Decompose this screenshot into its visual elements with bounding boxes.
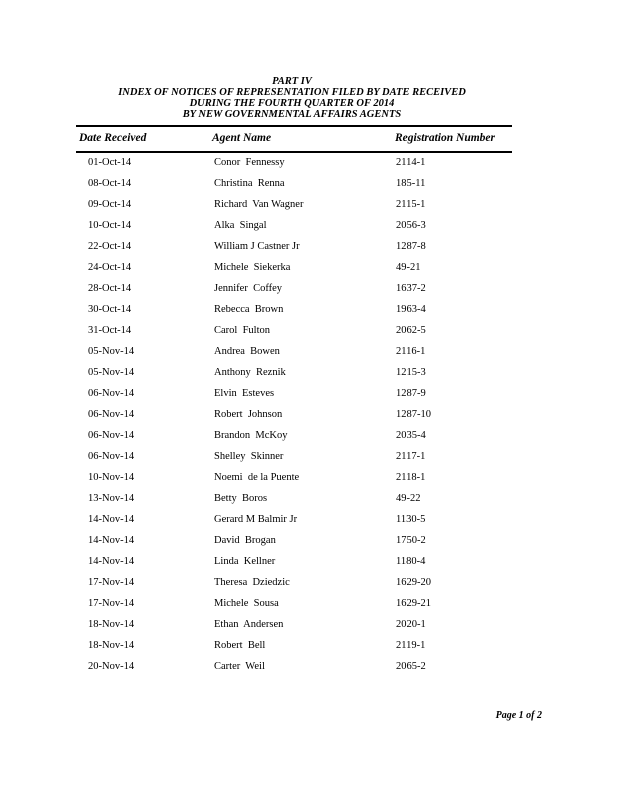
table-row xyxy=(0,324,618,345)
table-row xyxy=(0,387,618,408)
title-part: PART IV xyxy=(272,76,312,87)
agent-name-cell: Linda Kellner xyxy=(214,556,276,567)
date-cell: 14-Nov-14 xyxy=(88,514,135,525)
registration-number-cell: 2118-1 xyxy=(396,472,426,483)
agent-name-cell: David Brogan xyxy=(214,535,276,546)
table-body xyxy=(0,156,618,681)
date-cell: 09-Oct-14 xyxy=(88,199,132,210)
table-row xyxy=(0,576,618,597)
registration-number-cell: 1629-21 xyxy=(396,598,431,609)
date-cell: 17-Nov-14 xyxy=(88,598,135,609)
date-cell: 05-Nov-14 xyxy=(88,346,135,357)
table-row xyxy=(0,429,618,450)
agent-name-cell: Carter Weil xyxy=(214,661,265,672)
table-row xyxy=(0,513,618,534)
agent-name-cell: Carol Fulton xyxy=(214,325,271,336)
date-cell: 06-Nov-14 xyxy=(88,430,135,441)
date-cell: 01-Oct-14 xyxy=(88,157,132,168)
agent-name-cell: William J Castner Jr xyxy=(214,241,300,252)
table-row xyxy=(0,282,618,303)
column-header-date: Date Received xyxy=(79,132,147,144)
column-header-registration: Registration Number xyxy=(395,132,496,144)
date-cell: 18-Nov-14 xyxy=(88,640,135,651)
date-cell: 10-Nov-14 xyxy=(88,472,135,483)
date-cell: 06-Nov-14 xyxy=(88,451,135,462)
title-line-2: DURING THE FOURTH QUARTER OF 2014 xyxy=(189,98,395,109)
registration-number-cell: 1287-10 xyxy=(396,409,431,420)
table-row xyxy=(0,597,618,618)
registration-number-cell: 49-21 xyxy=(396,262,421,273)
table-row xyxy=(0,198,618,219)
date-cell: 17-Nov-14 xyxy=(88,577,135,588)
table-row xyxy=(0,219,618,240)
registration-number-cell: 1130-5 xyxy=(396,514,426,525)
table-row xyxy=(0,492,618,513)
table-row xyxy=(0,618,618,639)
table-row xyxy=(0,450,618,471)
registration-number-cell: 1637-2 xyxy=(396,283,426,294)
date-cell: 10-Oct-14 xyxy=(88,220,132,231)
table-row xyxy=(0,555,618,576)
agent-name-cell: Noemi de la Puente xyxy=(214,472,300,483)
agent-name-cell: Elvin Esteves xyxy=(214,388,275,399)
header-bottom-rule xyxy=(76,151,512,153)
agent-name-cell: Theresa Dziedzic xyxy=(214,577,290,588)
agent-name-cell: Rebecca Brown xyxy=(214,304,284,315)
table-row xyxy=(0,177,618,198)
date-cell: 22-Oct-14 xyxy=(88,241,132,252)
header-top-rule xyxy=(76,125,512,127)
table-row xyxy=(0,240,618,261)
table-row xyxy=(0,408,618,429)
registration-number-cell: 1963-4 xyxy=(396,304,426,315)
date-cell: 14-Nov-14 xyxy=(88,535,135,546)
agent-name-cell: Michele Sousa xyxy=(214,598,279,609)
column-header-agent: Agent Name xyxy=(212,132,272,144)
agent-name-cell: Conor Fennessy xyxy=(214,157,285,168)
table-row xyxy=(0,534,618,555)
table-row xyxy=(0,366,618,387)
agent-name-cell: Shelley Skinner xyxy=(214,451,284,462)
agent-name-cell: Gerard M Balmir Jr xyxy=(214,514,298,525)
agent-name-cell: Alka Singal xyxy=(214,220,267,231)
agent-name-cell: Robert Bell xyxy=(214,640,266,651)
date-cell: 13-Nov-14 xyxy=(88,493,135,504)
table-row xyxy=(0,345,618,366)
date-cell: 28-Oct-14 xyxy=(88,283,132,294)
agent-name-cell: Andrea Bowen xyxy=(214,346,280,357)
date-cell: 14-Nov-14 xyxy=(88,556,135,567)
date-cell: 31-Oct-14 xyxy=(88,325,132,336)
table-row xyxy=(0,639,618,660)
title-line-3: BY NEW GOVERNMENTAL AFFAIRS AGENTS xyxy=(182,109,402,120)
registration-number-cell: 49-22 xyxy=(396,493,421,504)
registration-number-cell: 1287-8 xyxy=(396,241,426,252)
registration-number-cell: 1215-3 xyxy=(396,367,426,378)
document-title xyxy=(0,76,584,120)
agent-name-cell: Betty Boros xyxy=(214,493,268,504)
agent-name-cell: Robert Johnson xyxy=(214,409,283,420)
registration-number-cell: 2119-1 xyxy=(396,640,426,651)
table-row xyxy=(0,156,618,177)
registration-number-cell: 2116-1 xyxy=(396,346,426,357)
date-cell: 08-Oct-14 xyxy=(88,178,132,189)
agent-name-cell: Brandon McKoy xyxy=(214,430,288,441)
date-cell: 30-Oct-14 xyxy=(88,304,132,315)
registration-number-cell: 2056-3 xyxy=(396,220,426,231)
date-cell: 24-Oct-14 xyxy=(88,262,132,273)
date-cell: 05-Nov-14 xyxy=(88,367,135,378)
registration-number-cell: 1750-2 xyxy=(396,535,426,546)
registration-number-cell: 2114-1 xyxy=(396,157,426,168)
page-number: Page 1 of 2 xyxy=(495,710,542,721)
table-row xyxy=(0,303,618,324)
registration-number-cell: 2035-4 xyxy=(396,430,426,441)
table-row xyxy=(0,471,618,492)
registration-number-cell: 1287-9 xyxy=(396,388,426,399)
agent-name-cell: Ethan Andersen xyxy=(214,619,284,630)
agent-name-cell: Jennifer Coffey xyxy=(214,283,283,294)
agent-name-cell: Anthony Reznik xyxy=(214,367,286,378)
table-row xyxy=(0,261,618,282)
registration-number-cell: 185-11 xyxy=(396,178,426,189)
title-line-1: INDEX OF NOTICES OF REPRESENTATION FILED BY DATE RECEIVED xyxy=(118,87,466,98)
agent-name-cell: Christina Renna xyxy=(214,178,285,189)
date-cell: 06-Nov-14 xyxy=(88,388,135,399)
registration-number-cell: 1180-4 xyxy=(396,556,426,567)
agent-name-cell: Michele Siekerka xyxy=(214,262,291,273)
registration-number-cell: 2020-1 xyxy=(396,619,426,630)
agent-name-cell: Richard Van Wagner xyxy=(214,199,304,210)
registration-number-cell: 1629-20 xyxy=(396,577,431,588)
date-cell: 18-Nov-14 xyxy=(88,619,135,630)
date-cell: 20-Nov-14 xyxy=(88,661,135,672)
registration-number-cell: 2065-2 xyxy=(396,661,426,672)
date-cell: 06-Nov-14 xyxy=(88,409,135,420)
registration-number-cell: 2115-1 xyxy=(396,199,426,210)
table-row xyxy=(0,660,618,681)
registration-number-cell: 2062-5 xyxy=(396,325,426,336)
registration-number-cell: 2117-1 xyxy=(396,451,426,462)
